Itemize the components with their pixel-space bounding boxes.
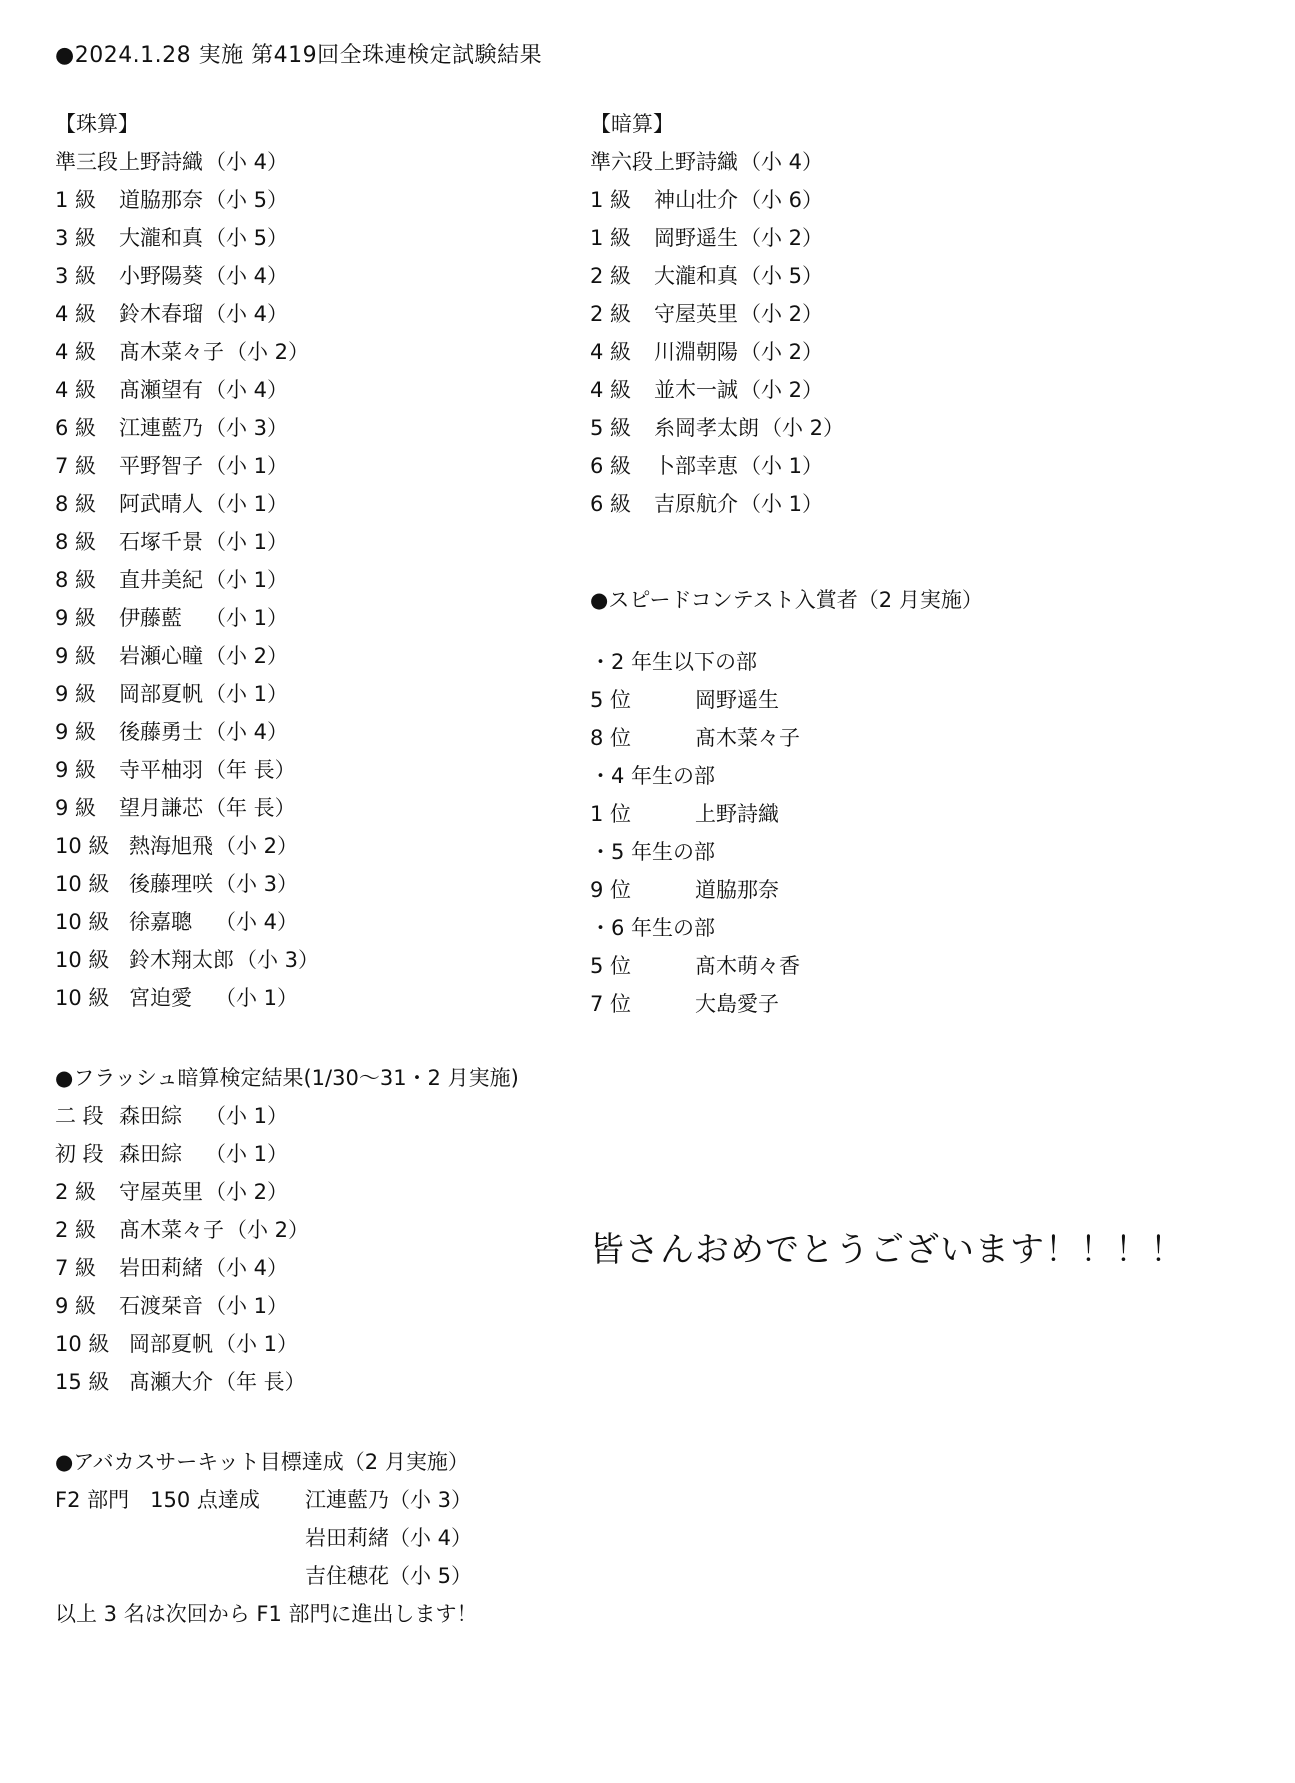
flash-anzan-heading: ●フラッシュ暗算検定結果(1/30〜31・2 月実施) [55,1066,519,1090]
entry-name: 岡部夏帆 [119,682,203,706]
list-item [55,532,575,553]
entry-grade: （小 1） [740,492,824,516]
entry-grade: （小 2） [740,340,824,364]
list-item [590,342,1210,363]
entry-rank: 4 級 [590,340,632,364]
entry-rank: 10 級 [55,986,110,1010]
entry-grade: （小 5） [205,188,289,212]
place-name: 髙木菜々子 [695,726,800,750]
speed-group-label: ・5 年生の部 [590,840,716,864]
entry-rank: 6 級 [590,492,632,516]
entry-name: 小野陽葵 [119,264,203,288]
list-item [55,1220,575,1241]
section-spacer [55,1410,575,1446]
list-item [55,152,575,173]
entry-rank: 準三段 [55,150,118,174]
entry-grade: （小 2） [205,644,289,668]
entry-name: 直井美紀 [119,568,203,592]
entry-rank: 9 級 [55,1294,97,1318]
abacus-label: F2 部門 150 点達成 [55,1488,260,1512]
entry-rank: 2 級 [590,264,632,288]
entry-rank: 10 級 [55,948,110,972]
entry-grade: （小 1） [205,1104,289,1128]
list-item [590,994,1210,1015]
entry-grade: （小 1） [215,986,299,1010]
entry-grade: （小 4） [205,378,289,402]
entry-grade: （小 4） [205,150,289,174]
entry-name: 森田綜 [119,1142,203,1166]
entry-name: 鈴木春瑠 [119,302,203,326]
entry-name: 江連藍乃 [119,416,203,440]
entry-rank: 2 級 [55,1218,97,1242]
entry-name: 吉原航介 [654,492,738,516]
list-item [590,190,1210,211]
place-name: 上野詩織 [695,802,779,826]
entry-grade: （小 1） [205,568,289,592]
entry-grade: （小 1） [215,1332,299,1356]
entry-name: 寺平柚羽 [119,758,203,782]
entry-rank: 3 級 [55,264,97,288]
list-item [55,1182,575,1203]
entry-grade: （小 1） [205,682,289,706]
entry-name: 岡野遥生 [654,226,738,250]
entry-grade: （小 4） [205,302,289,326]
entry-grade: （小 2） [205,1180,289,1204]
entry-rank: 初 段 [55,1142,104,1166]
entry-name: 川淵朝陽 [654,340,738,364]
entry-rank: 1 級 [590,226,632,250]
left-column [55,108,575,1642]
entry-grade: （小 1） [205,454,289,478]
entry-grade: （小 5） [740,264,824,288]
entry-name: 望月謙芯 [119,796,203,820]
entry-grade: （年 長） [205,758,296,782]
entry-grade: （小 1） [205,1142,289,1166]
congratulations-message: 皆さんおめでとうございます！！！！ [590,1230,1185,1270]
list-item [55,380,575,401]
entry-rank: 4 級 [55,302,97,326]
list-item [55,304,575,325]
entry-name: 髙瀬望有 [119,378,203,402]
speed-group-label: ・6 年生の部 [590,916,716,940]
list-item [55,190,575,211]
place-rank: 9 位 [590,878,632,902]
entry-name: 平野智子 [119,454,203,478]
entry-grade: （小 2） [761,416,845,440]
right-column [590,108,1210,1032]
abacus-name: 岩田莉緒（小 4） [305,1526,473,1550]
entry-grade: （小 1） [205,492,289,516]
entry-name: 大瀧和真 [654,264,738,288]
list-item [590,266,1210,287]
list-item [590,690,1210,711]
entry-name: 後藤勇士 [119,720,203,744]
group-spacer [590,628,1210,652]
list-item [590,304,1210,325]
place-rank: 7 位 [590,992,632,1016]
entry-rank: 15 級 [55,1370,110,1394]
entry-rank: 二 段 [55,1104,104,1128]
entry-name: 神山壮介 [654,188,738,212]
entry-name: 宮迫愛 [129,986,213,1010]
entry-rank: 1 級 [55,188,97,212]
entry-rank: 7 級 [55,1256,97,1280]
speed-group-label: ・4 年生の部 [590,764,716,788]
list-item [55,266,575,287]
entry-rank: 2 級 [55,1180,97,1204]
place-rank: 8 位 [590,726,632,750]
list-item [55,608,575,629]
entry-grade: （小 4） [215,910,299,934]
entry-grade: （年 長） [205,796,296,820]
list-item [590,880,1210,901]
list-item [55,494,575,515]
entry-grade: （小 4） [205,720,289,744]
entry-name: 徐嘉聰 [129,910,213,934]
entry-rank: 1 級 [590,188,632,212]
entry-grade: （小 2） [215,834,299,858]
entry-rank: 10 級 [55,1332,110,1356]
entry-rank: 6 級 [55,416,97,440]
entry-rank: 9 級 [55,644,97,668]
abacus-circuit-note: 以上 3 名は次回から F1 部門に進出します！ [55,1602,478,1626]
entry-grade: （小 5） [205,226,289,250]
entry-rank: 6 級 [590,454,632,478]
speed-group-label: ・2 年生以下の部 [590,650,758,674]
entry-rank: 10 級 [55,910,110,934]
soroban-heading: 【珠算】 [55,112,139,136]
entry-rank: 9 級 [55,606,97,630]
entry-grade: （小 1） [740,454,824,478]
list-item [55,570,575,591]
anzan-heading: 【暗算】 [590,112,674,136]
entry-grade: （小 2） [740,378,824,402]
entry-name: 大瀧和真 [119,226,203,250]
entry-grade: （小 3） [236,948,320,972]
page-title: ●2024.1.28 実施 第419回全珠連検定試験結果 [55,43,543,68]
list-item [55,1106,575,1127]
entry-rank: 10 級 [55,834,110,858]
list-item [590,804,1210,825]
entry-name: 後藤理咲 [129,872,213,896]
entry-name: 森田綜 [119,1104,203,1128]
entry-name: 髙木菜々子 [119,340,224,364]
entry-grade: （小 3） [215,872,299,896]
entry-rank: 9 級 [55,682,97,706]
entry-name: 石渡栞音 [119,1294,203,1318]
entry-grade: （小 4） [205,1256,289,1280]
place-rank: 5 位 [590,954,632,978]
list-item [55,342,575,363]
entry-name: 道脇那奈 [119,188,203,212]
entry-grade: （小 6） [740,188,824,212]
place-rank: 5 位 [590,688,632,712]
list-item [590,380,1210,401]
list-item [590,228,1210,249]
entry-rank: 準六段 [590,150,653,174]
abacus-name: 江連藍乃（小 3） [305,1488,473,1512]
entry-grade: （小 2） [226,1218,310,1242]
entry-grade: （小 4） [205,264,289,288]
abacus-circuit-heading: ●アバカスサーキット目標達成（2 月実施） [55,1450,469,1474]
list-item [55,1566,575,1587]
place-name: 道脇那奈 [695,878,779,902]
place-name: 髙木萌々香 [695,954,800,978]
list-item [55,1372,575,1393]
list-item [590,494,1210,515]
entry-grade: （小 1） [205,530,289,554]
list-item [55,912,575,933]
entry-rank: 8 級 [55,530,97,554]
list-item [55,1334,575,1355]
list-item [55,1528,575,1549]
entry-name: 髙瀬大介 [129,1370,213,1394]
entry-rank: 8 級 [55,568,97,592]
list-item [55,646,575,667]
list-item [55,988,575,1009]
list-item [590,418,1210,439]
entry-name: 阿武晴人 [119,492,203,516]
entry-grade: （年 長） [215,1370,306,1394]
list-item [55,228,575,249]
entry-name: 石塚千景 [119,530,203,554]
list-item [55,418,575,439]
list-item [55,1490,575,1511]
entry-name: 並木一誠 [654,378,738,402]
list-item [590,728,1210,749]
place-name: 大島愛子 [695,992,779,1016]
entry-name: 伊藤藍 [119,606,203,630]
entry-name: 髙木菜々子 [119,1218,224,1242]
entry-rank: 3 級 [55,226,97,250]
entry-name: 守屋英里 [654,302,738,326]
list-item [55,1296,575,1317]
list-item [55,874,575,895]
list-item [55,798,575,819]
entry-rank: 10 級 [55,872,110,896]
entry-name: 熱海旭飛 [129,834,213,858]
speed-contest-heading: ●スピードコンテスト入賞者（2 月実施） [590,588,983,612]
entry-grade: （小 1） [205,1294,289,1318]
entry-grade: （小 2） [226,340,310,364]
entry-rank: 2 級 [590,302,632,326]
entry-name: 糸岡孝太朗 [654,416,759,440]
list-item [55,950,575,971]
entry-name: 上野詩織 [119,150,203,174]
section-spacer [590,532,1210,584]
list-item [55,722,575,743]
entry-rank: 9 級 [55,720,97,744]
entry-rank: 9 級 [55,796,97,820]
entry-rank: 4 級 [55,340,97,364]
abacus-name: 吉住穂花（小 5） [305,1564,473,1588]
entry-rank: 5 級 [590,416,632,440]
list-item [55,1258,575,1279]
entry-rank: 7 級 [55,454,97,478]
list-item [590,456,1210,477]
entry-name: 守屋英里 [119,1180,203,1204]
entry-grade: （小 1） [205,606,289,630]
entry-grade: （小 3） [205,416,289,440]
list-item [55,760,575,781]
entry-rank: 8 級 [55,492,97,516]
entry-name: 岩瀬心瞳 [119,644,203,668]
list-item [590,152,1210,173]
place-rank: 1 位 [590,802,632,826]
entry-grade: （小 2） [740,302,824,326]
entry-rank: 4 級 [55,378,97,402]
entry-name: 上野詩織 [654,150,738,174]
list-item [590,956,1210,977]
entry-grade: （小 2） [740,226,824,250]
section-spacer [55,1026,575,1062]
entry-name: 岡部夏帆 [129,1332,213,1356]
entry-name: 鈴木翔太郎 [129,948,234,972]
entry-name: 岩田莉緒 [119,1256,203,1280]
entry-grade: （小 4） [740,150,824,174]
list-item [55,1144,575,1165]
entry-rank: 4 級 [590,378,632,402]
entry-name: 卜部幸恵 [654,454,738,478]
list-item [55,836,575,857]
list-item [55,456,575,477]
list-item [55,684,575,705]
place-name: 岡野遥生 [695,688,779,712]
entry-rank: 9 級 [55,758,97,782]
